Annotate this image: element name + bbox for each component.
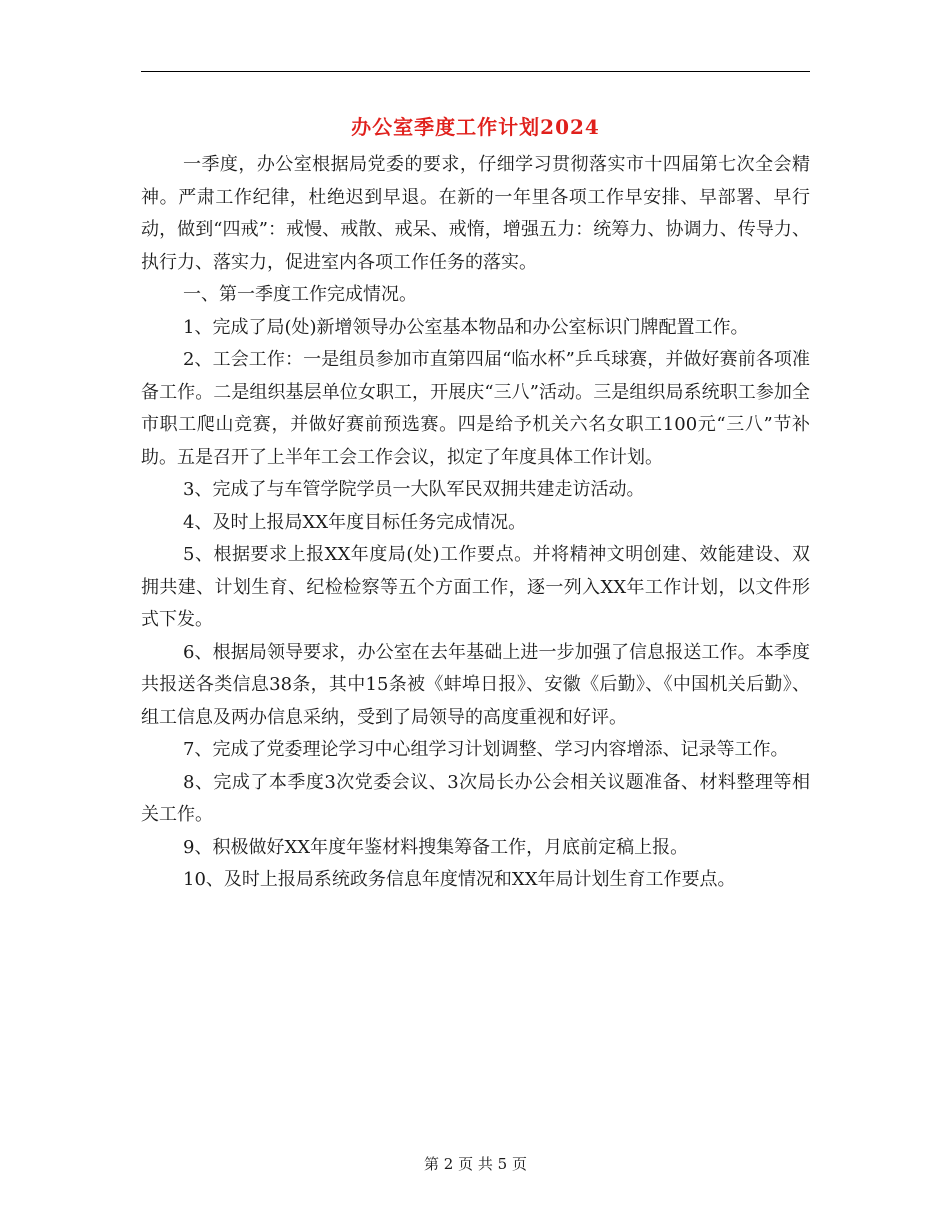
list-item: 9、积极做好XX年度年鉴材料搜集筹备工作，月底前定稿上报。 [183,836,689,858]
page-number-footer: 第 2 页 共 5 页 [424,1155,527,1173]
intro-paragraph: 一季度，办公室根据局党委的要求，仔细学习贯彻落实市十四届第七次全会精神。严肃工作纪律，杜绝迟到早退。在新的一年里各项工作早安排、早部署、早行动，做到“四戒”：戒慢、戒散、戒呆、戒惰，增强五力：统筹力、协调力、传导力、执行力、落实力，促进室内各项工作任务的落实。 [141,154,810,273]
document-title: 办公室季度工作计划2024 [351,115,600,139]
list-item: 4、及时上报局XX年度目标任务完成情况。 [183,511,527,533]
list-item: 6、根据局领导要求，办公室在去年基础上进一步加强了信息报送工作。本季度共报送各类信息38条，其中15条被《蚌埠日报》、安徽《后勤》、《中国机关后勤》、组工信息及两办信息采纳，受到了局领导的高度重视和好评。 [141,641,810,728]
list-item: 2、工会工作：一是组员参加市直第四届“临水杯”乒乓球赛，并做好赛前各项准备工作。二是组织基层单位女职工，开展庆“三八”活动。三是组织局系统职工参加全市职工爬山竞赛，并做好赛前预选赛。四是给予机关六名女职工100元“三八”节补助。五是召开了上半年工会工作会议，拟定了年度具体工作计划。 [141,349,810,468]
list-item: 1、完成了局(处)新增领导办公室基本物品和办公室标识门牌配置工作。 [183,316,749,338]
header-rule [141,71,810,72]
list-item: 7、完成了党委理论学习中心组学习计划调整、学习内容增添、记录等工作。 [183,739,789,760]
list-item: 3、完成了与车管学院学员一大队军民双拥共建走访活动。 [183,479,645,500]
list-item: 10、及时上报局系统政务信息年度情况和XX年局计划生育工作要点。 [183,869,736,890]
list-item: 8、完成了本季度3次党委会议、3次局长办公会相关议题准备、材料整理等相关工作。 [141,771,810,825]
list-item: 5、根据要求上报XX年度局(处)工作要点。并将精神文明创建、效能建设、双拥共建、计划生育、纪检检察等五个方面工作，逐一列入XX年工作计划，以文件形式下发。 [141,544,810,630]
section-heading: 一、第一季度工作完成情况。 [183,284,417,305]
document-body [141,149,810,897]
